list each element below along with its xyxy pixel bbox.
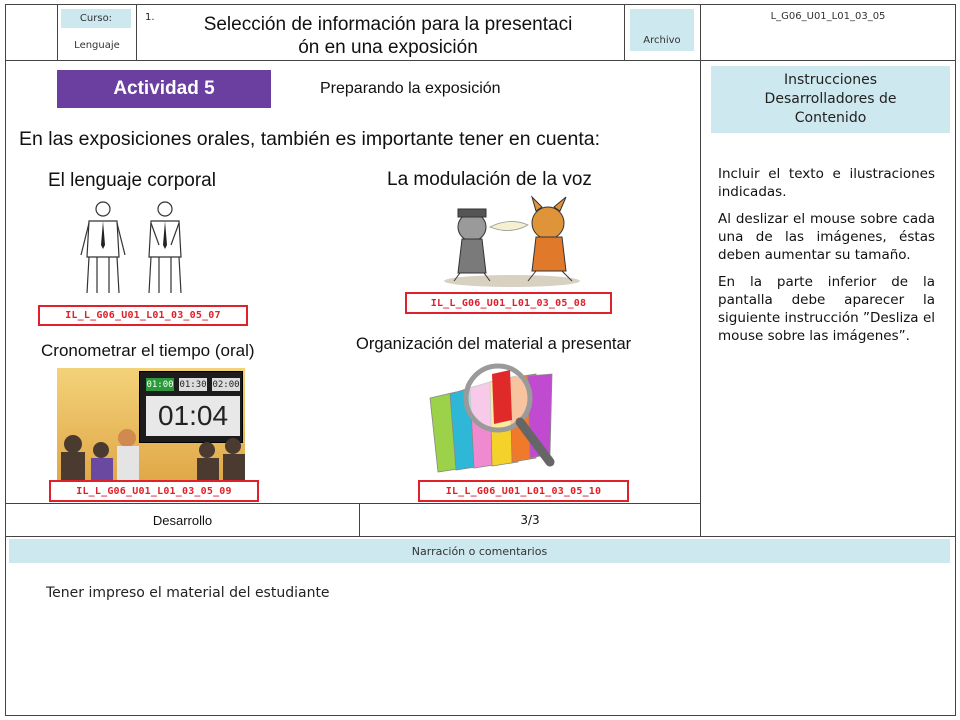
activity-intro: En las exposiciones orales, también es importante tener en cuenta: [19, 128, 601, 150]
folders-magnifier-icon [420, 358, 570, 478]
page-title-line-2: ón en una exposición [298, 37, 478, 58]
item-title-voice-modulation: La modulación de la voz [387, 169, 592, 190]
curso-value: Lenguaje [74, 40, 120, 51]
border-right [955, 4, 956, 716]
border-left [5, 4, 6, 716]
instructions-title: Instrucciones Desarrolladores de Contenido [711, 66, 950, 133]
border-bottom [5, 715, 955, 716]
narration-top [5, 536, 955, 537]
standing-people-icon [75, 197, 200, 297]
vdiv-3 [624, 4, 625, 61]
image-code-label-07: IL_L_G06_U01_L01_03_05_07 [38, 305, 248, 326]
footer-page: 3/3 [520, 513, 540, 527]
instruction-paragraph-1: Incluir el texto e ilustraciones indicadas. [718, 166, 935, 200]
instructions-body [718, 165, 935, 354]
file-code: L_G06_U01_L01_03_05 [770, 11, 886, 22]
curso-label: Curso: [61, 9, 131, 28]
header-number: 1. [145, 12, 155, 23]
vdiv-1 [57, 4, 58, 61]
timer-small-time-3: 02:00 [212, 379, 240, 390]
vdiv-2 [136, 4, 137, 61]
organization-image[interactable] [420, 358, 570, 478]
timer-big-time: 01:04 [146, 396, 240, 436]
timing-image[interactable] [57, 368, 245, 480]
cartoon-characters-icon [440, 193, 585, 288]
timer-small-time-1: 01:00 [146, 379, 174, 390]
audience-icon [57, 420, 245, 480]
narration-header: Narración o comentarios [9, 539, 950, 563]
item-title-organization: Organización del material a presentar [356, 335, 632, 353]
content-right-divider [700, 60, 701, 537]
item-title-timing: Cronometrar el tiempo (oral) [41, 341, 255, 360]
archivo-label: Archivo [630, 9, 694, 51]
voice-modulation-image[interactable] [440, 193, 585, 288]
page-title-line-1: Selección de información para la presentaci [203, 14, 573, 35]
page-title [160, 13, 616, 59]
instruction-paragraph-2: Al deslizar el mouse sobre cada una de las imágenes, éstas deben aumentar su tamaño. [718, 211, 935, 263]
timer-small-time-2: 01:30 [179, 379, 207, 390]
instruction-paragraph-3: En la parte inferior de la pantalla debe aparecer la siguiente instrucción ”Desliza el mouse sobre las imágenes”. [718, 274, 935, 344]
activity-badge: Actividad 5 [57, 70, 271, 108]
item-title-body-language: El lenguaje corporal [48, 170, 216, 191]
image-code-label-10: IL_L_G06_U01_L01_03_05_10 [418, 480, 629, 502]
header-divider [5, 60, 955, 61]
footer-development: Desarrollo [152, 512, 213, 528]
image-code-label-08: IL_L_G06_U01_L01_03_05_08 [405, 292, 612, 314]
narration-text: Tener impreso el material del estudiante [46, 585, 330, 601]
image-code-label-09: IL_L_G06_U01_L01_03_05_09 [49, 480, 259, 502]
border-top [5, 4, 955, 5]
activity-subtitle: Preparando la exposición [320, 80, 501, 97]
body-language-image[interactable] [75, 197, 200, 297]
